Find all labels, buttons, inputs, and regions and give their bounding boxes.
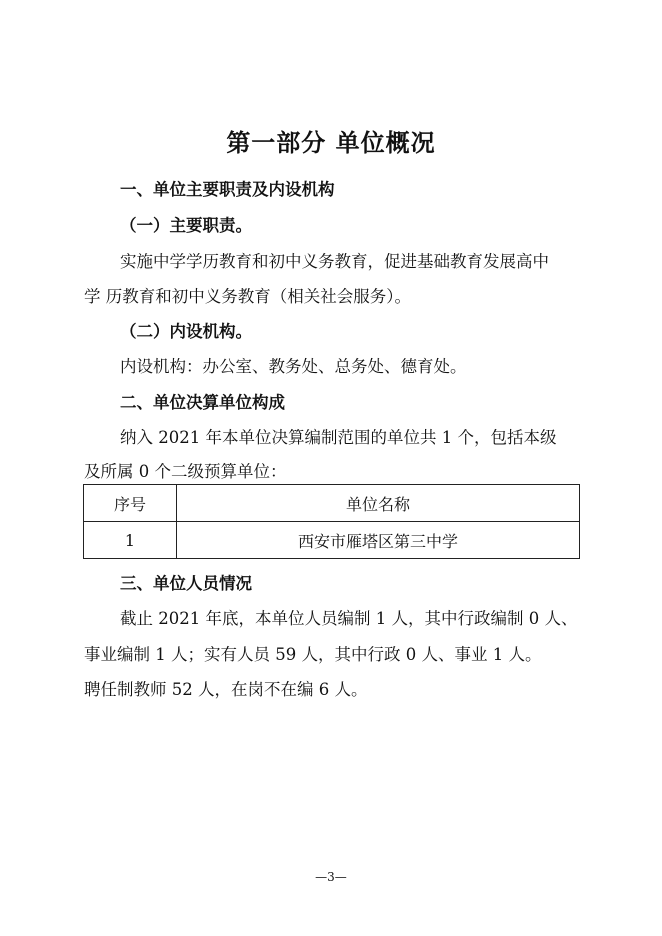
duties-text-line2: 学 历教育和初中义务教育（相关社会服务）。 — [84, 287, 411, 306]
table-header-no: 序号 — [84, 485, 177, 522]
section3-text-line3: 聘任制教师 52 人，在岗不在编 6 人。 — [84, 680, 368, 699]
table-row — [84, 522, 580, 559]
section1-heading: 一、单位主要职责及内设机构 — [120, 180, 335, 199]
table-cell-name: 西安市雁塔区第三中学 — [177, 522, 580, 559]
section3-text-line2: 事业编制 1 人；实有人员 59 人，其中行政 0 人、事业 1 人。 — [84, 645, 542, 664]
section2-heading: 二、单位决算单位构成 — [120, 393, 285, 412]
unit-table — [83, 484, 580, 559]
duties-text-line1: 实施中学学历教育和初中义务教育，促进基础教育发展高中 — [120, 252, 549, 271]
section2-text-line1: 纳入 2021 年本单位决算编制范围的单位共 1 个，包括本级 — [120, 428, 557, 447]
page-title: 第一部分 单位概况 — [226, 128, 436, 157]
table-header-name: 单位名称 — [177, 485, 580, 522]
section3-heading: 三、单位人员情况 — [120, 574, 252, 593]
internal-subheading: （二）内设机构。 — [120, 322, 252, 341]
page-number: —3— — [315, 870, 347, 884]
section3-text-line1: 截止 2021 年底，本单位人员编制 1 人，其中行政编制 0 人、 — [120, 609, 578, 628]
table-cell-no: 1 — [84, 522, 177, 559]
duties-subheading: （一）主要职责。 — [120, 216, 252, 235]
internal-text: 内设机构：办公室、教务处、总务处、德育处。 — [120, 357, 467, 376]
table-header-row — [84, 485, 580, 522]
section2-text-line2: 及所属 0 个二级预算单位： — [84, 462, 287, 481]
